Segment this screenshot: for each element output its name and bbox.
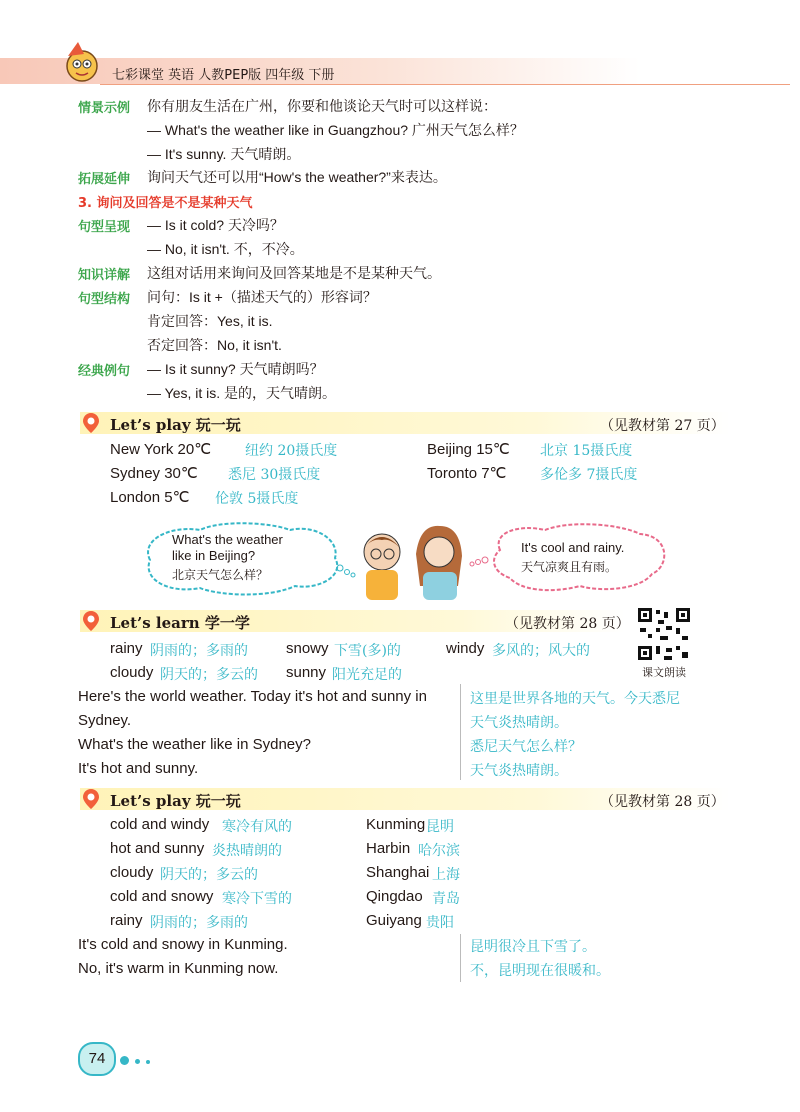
city-sydney: Sydney 30℃ xyxy=(110,465,198,482)
city-london: London 5℃ xyxy=(110,489,190,506)
column-divider xyxy=(460,684,461,780)
city-qingdao-cn: 青岛 xyxy=(432,891,460,907)
city-newyork-cn: 纽约 20摄氏度 xyxy=(245,443,338,459)
play2-text-cn-2: 不，昆明现在很暖和。 xyxy=(470,963,610,979)
location-pin-icon xyxy=(82,610,100,632)
example-line-2: — Yes, it is. 是的，天气晴朗。 xyxy=(147,385,337,401)
word-snowy-cn: 下雪(多)的 xyxy=(334,643,401,659)
example-line-1: — Is it sunny? 天气晴朗吗？ xyxy=(147,361,324,377)
tag-pattern: 句型呈现 xyxy=(78,220,131,235)
intro-line-2: — What's the weather like in Guangzhou? 广州天气怎么样？ xyxy=(147,122,524,138)
learn-text-cn-2: 天气炎热晴朗。 xyxy=(470,715,568,731)
mascot-icon xyxy=(58,40,104,86)
decor-dot xyxy=(146,1060,150,1064)
intro-line-4: 询问天气还可以用“How's the weather?”来表达。 xyxy=(147,169,447,185)
bubble-left-line-2: like in Beijing? xyxy=(172,548,256,563)
play2-text-en-1: It's cold and snowy in Kunming. xyxy=(78,936,288,953)
city-beijing-cn: 北京 15摄氏度 xyxy=(540,443,633,459)
city-qingdao: Qingdao xyxy=(366,888,423,905)
location-pin-icon xyxy=(82,788,100,810)
city-toronto: Toronto 7℃ xyxy=(427,465,507,482)
learn-text-en-3: What's the weather like in Sydney? xyxy=(78,736,311,753)
weather-cloudy-cn: 阴天的；多云的 xyxy=(160,867,258,883)
city-london-cn: 伦敦 5摄氏度 xyxy=(215,491,299,507)
weather-cold-windy-cn: 寒冷有风的 xyxy=(222,819,292,835)
weather-cloudy: cloudy xyxy=(110,864,154,881)
tag-example: 经典例句 xyxy=(78,364,131,379)
learn-text-en-2: Sydney. xyxy=(78,712,132,729)
play2-ref: （见教材第 28 页） xyxy=(600,794,725,810)
pattern-line-2: — No, it isn't. 不，不冷。 xyxy=(147,241,304,257)
word-sunny: sunny xyxy=(286,664,327,681)
play2-title: Let’s play 玩一玩 xyxy=(110,792,241,810)
weather-hot-sunny: hot and sunny xyxy=(110,840,205,857)
word-sunny-cn: 阳光充足的 xyxy=(332,667,402,683)
qr-label: 课文朗读 xyxy=(642,666,686,679)
bubble-left-line-1: What's the weather xyxy=(172,532,283,547)
intro-line-3: — It's sunny. 天气晴朗。 xyxy=(147,146,301,162)
word-rainy-cn: 阴雨的；多雨的 xyxy=(150,643,248,659)
structure-line-3: 否定回答：No, it isn't. xyxy=(147,337,282,353)
city-guiyang: Guiyang xyxy=(366,912,422,929)
weather-cold-snowy-cn: 寒冷下雪的 xyxy=(222,891,292,907)
book-title: 七彩课堂 英语 人教PEP版 四年级 下册 xyxy=(112,68,335,83)
structure-line-1: 问句：Is it +（描述天气的）形容词？ xyxy=(147,289,377,305)
weather-cold-windy: cold and windy xyxy=(110,816,210,833)
intro-line-1: 你有朋友生活在广州，你要和他谈论天气时可以这样说： xyxy=(147,99,497,115)
word-rainy: rainy xyxy=(110,640,143,657)
word-cloudy-cn: 阴天的；多云的 xyxy=(160,667,258,683)
learn-text-en-4: It's hot and sunny. xyxy=(78,760,199,777)
weather-hot-sunny-cn: 炎热晴朗的 xyxy=(212,843,282,859)
boy-avatar xyxy=(364,534,400,600)
weather-rainy: rainy xyxy=(110,912,143,929)
decor-dot xyxy=(120,1056,129,1065)
city-kunming-cn: 昆明 xyxy=(426,819,454,835)
weather-cold-snowy: cold and snowy xyxy=(110,888,214,905)
city-shanghai: Shanghai xyxy=(366,864,430,881)
weather-rainy-cn: 阴雨的；多雨的 xyxy=(150,915,248,931)
play2-text-en-2: No, it's warm in Kunming now. xyxy=(78,960,279,977)
city-shanghai-cn: 上海 xyxy=(432,867,460,883)
word-snowy: snowy xyxy=(286,640,329,657)
decor-dot xyxy=(135,1059,140,1064)
learn-text-cn-4: 天气炎热晴朗。 xyxy=(470,763,568,779)
learn-text-cn-1: 这里是世界各地的天气。今天悉尼 xyxy=(470,691,680,707)
learn-text-en-1: Here's the world weather. Today it's hot and sunny in xyxy=(78,688,427,705)
qr-code-icon[interactable] xyxy=(636,606,692,662)
header-rule xyxy=(100,84,790,85)
learn-ref: （见教材第 28 页） xyxy=(505,616,630,632)
city-beijing: Beijing 15℃ xyxy=(427,441,510,458)
tag-structure: 句型结构 xyxy=(78,292,131,307)
city-harbin: Harbin xyxy=(366,840,411,857)
city-newyork: New York 20℃ xyxy=(110,441,212,458)
city-toronto-cn: 多伦多 7摄氏度 xyxy=(540,467,638,483)
bubble-right-cn: 天气凉爽且有雨。 xyxy=(521,560,618,574)
learn-text-cn-3: 悉尼天气怎么样？ xyxy=(470,739,582,755)
play2-text-cn-1: 昆明很冷且下雪了。 xyxy=(470,939,596,955)
tag-extension: 拓展延伸 xyxy=(78,172,131,187)
tag-scenario: 情景示例 xyxy=(78,101,131,116)
tag-knowledge: 知识详解 xyxy=(78,268,131,283)
page-number: 74 xyxy=(78,1042,116,1076)
structure-line-2: 肯定回答：Yes, it is. xyxy=(147,313,273,329)
play1-ref: （见教材第 27 页） xyxy=(600,418,725,434)
play1-title: Let’s play 玩一玩 xyxy=(110,416,241,434)
learn-title: Let’s learn 学一学 xyxy=(110,614,250,632)
bubble-left-cn: 北京天气怎么样？ xyxy=(172,568,269,582)
city-harbin-cn: 哈尔滨 xyxy=(418,843,460,859)
city-guiyang-cn: 贵阳 xyxy=(426,915,454,931)
pattern-line-1: — Is it cold? 天冷吗？ xyxy=(147,217,284,233)
bubble-right-en: It's cool and rainy. xyxy=(521,540,625,555)
word-windy-cn: 多风的；风大的 xyxy=(492,643,590,659)
knowledge-line: 这组对话用来询问及回答某地是不是某种天气。 xyxy=(147,266,441,282)
word-cloudy: cloudy xyxy=(110,664,154,681)
girl-avatar xyxy=(416,526,462,600)
location-pin-icon xyxy=(82,412,100,434)
column-divider xyxy=(460,934,461,982)
city-kunming: Kunming xyxy=(366,816,426,833)
city-sydney-cn: 悉尼 30摄氏度 xyxy=(228,467,321,483)
section-heading: 3. 询问及回答是不是某种天气 xyxy=(78,196,253,211)
word-windy: windy xyxy=(446,640,485,657)
